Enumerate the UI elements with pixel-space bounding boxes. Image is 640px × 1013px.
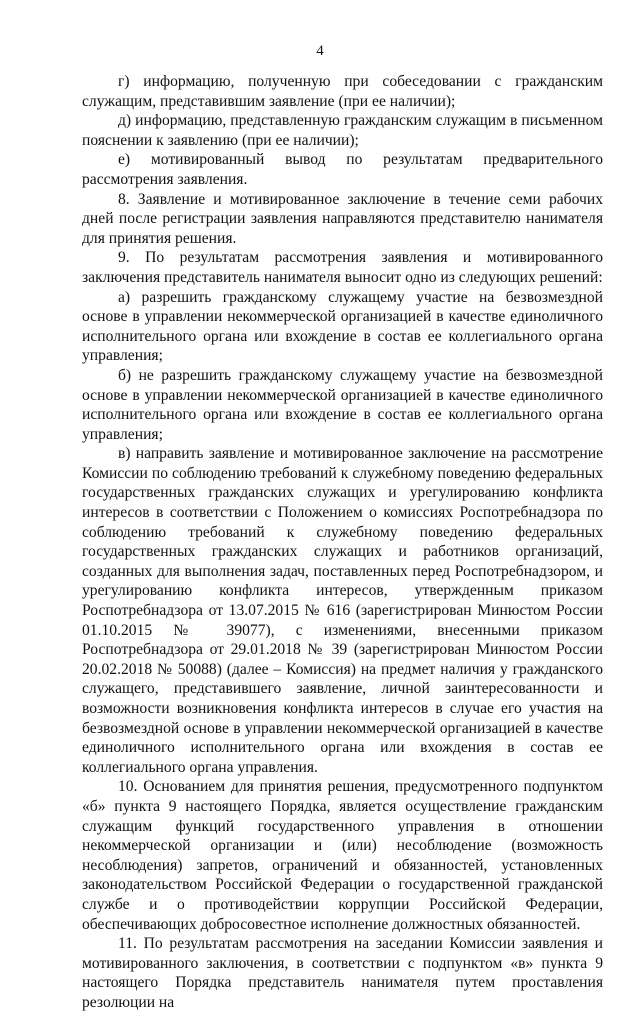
paragraph-e: е) мотивированный вывод по результатам предварительного рассмотрения заявления. bbox=[82, 151, 603, 188]
paragraph-10: 10. Основанием для принятия решения, предусмотренного подпунктом «б» пункта 9 настоящего Порядка, является осуществление гражданским служащим функций государственного управления в отношении некоммерческой организации и (или) несоблюдение (возможность несоблюдения) запретов, ограничений и обязанностей, установленных законодательством Российской Федерации о государственной гражданской службе и о противодействии коррупции Российской Федерации, обеспечивающих добросовестное исполнение должностных обязанностей. bbox=[82, 778, 603, 933]
paragraph-9a: а) разрешить гражданскому служащему участие на безвозмездной основе в управлении некоммерческой организацией в качестве единоличного исполнительного органа или вхождение в состав ее коллегиального органа управления; bbox=[82, 288, 603, 365]
document-body bbox=[82, 72, 603, 1013]
page-number: 4 bbox=[316, 43, 324, 59]
paragraph-9v: в) направить заявление и мотивированное заключение на рассмотрение Комиссии по соблюдению требований к служебному поведению федеральных государственных гражданских служащих и урегулированию конфликта интересов в соответствии с Положением о комиссиях Роспотребнадзора по соблюдению требований к служебному поведению федеральных государственных гражданских служащих и работников организаций, созданных для выполнения задач, поставленных перед Роспотребнадзором, и урегулированию конфликта интересов, утвержденным приказом Роспотребнадзора от 13.07.2015 № 616 (зарегистрирован Минюстом России 01.10.2015 № 39077), с изменениями, внесенными приказом Роспотребнадзора от 29.01.2018 № 39 (зарегистрирован Минюстом России 20.02.2018 № 50088) (далее – Комиссия) на предмет наличия у гражданского служащего, представившего заявление, личной заинтересованности и возможности возникновения конфликта интересов в случае его участия на безвозмездной основе в управлении некоммерческой организацией в качестве единоличного исполнительного органа или вхождения в состав ее коллегиального органа управления. bbox=[82, 445, 603, 776]
paragraph-d: д) информацию, представленную гражданским служащим в письменном пояснении к заявлению (при ее наличии); bbox=[82, 112, 603, 149]
paragraph-9: 9. По результатам рассмотрения заявления и мотивированного заключения представитель нанимателя выносит одно из следующих решений: bbox=[82, 249, 603, 286]
paragraph-8: 8. Заявление и мотивированное заключение в течение семи рабочих дней после регистрации заявления направляются представителю нанимателя для принятия решения. bbox=[82, 190, 603, 247]
paragraph-11: 11. По результатам рассмотрения на заседании Комиссии заявления и мотивированного заключения, в соответствии с подпунктом «в» пункта 9 настоящего Порядка представитель нанимателя путем проставления резолюции на bbox=[82, 935, 603, 1011]
paragraph-g: г) информацию, полученную при собеседовании с гражданским служащим, представившим заявление (при ее наличии); bbox=[82, 73, 603, 110]
paragraph-9b: б) не разрешить гражданскому служащему участие на безвозмездной основе в управлении некоммерческой организацией в качестве единоличного исполнительного органа или вхождение в состав ее коллегиального органа управления; bbox=[82, 366, 603, 443]
